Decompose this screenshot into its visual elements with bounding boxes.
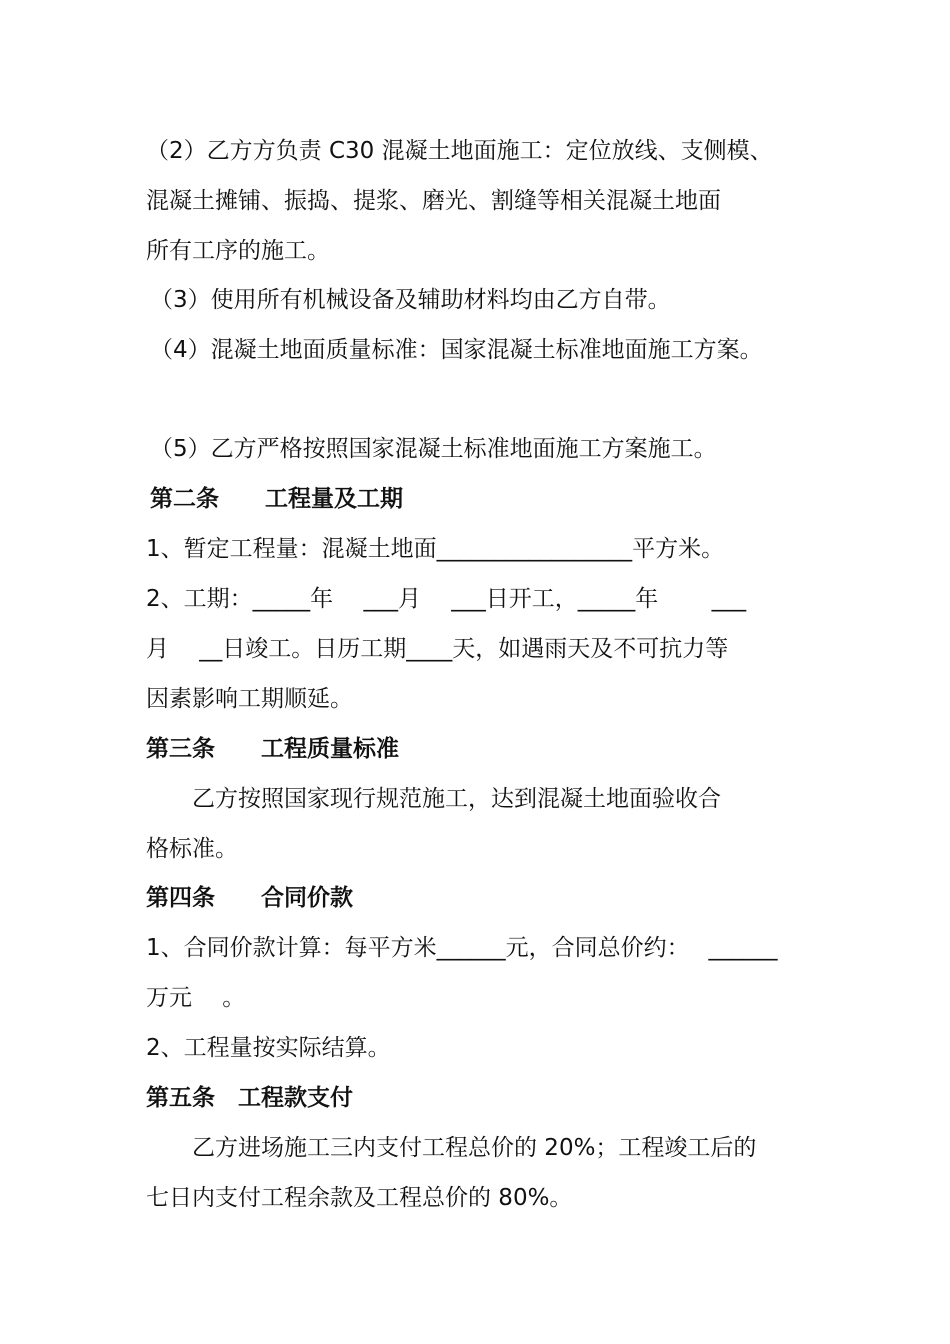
paragraph-line: （2）乙方方负责 C30 混凝土地面施工：定位放线、支侧模、	[146, 138, 773, 164]
paragraph-line: 2、工期：_____年 ___月 ___日开工，_____年 ___	[146, 586, 747, 612]
paragraph-line: 乙方进场施工三内支付工程总价的 20%；工程竣工后的	[146, 1135, 757, 1161]
paragraph-line: （4）混凝土地面质量标准：国家混凝土标准地面施工方案。	[150, 337, 763, 363]
paragraph-line: 混凝土摊铺、振捣、提浆、磨光、割缝等相关混凝土地面	[146, 188, 721, 214]
section-heading-4: 第四条 合同价款	[146, 885, 353, 911]
section-heading-3: 第三条 工程质量标准	[146, 736, 399, 762]
paragraph-line: 格标准。	[146, 836, 238, 862]
paragraph-line: 乙方按照国家现行规范施工，达到混凝土地面验收合	[146, 786, 721, 812]
paragraph-line: 七日内支付工程余款及工程总价的 80%。	[146, 1185, 573, 1211]
paragraph-line: （3）使用所有机械设备及辅助材料均由乙方自带。	[150, 287, 671, 313]
section-heading-5: 第五条 工程款支付	[146, 1085, 353, 1111]
paragraph-line: 月 __日竣工。日历工期____天，如遇雨天及不可抗力等	[146, 636, 729, 662]
paragraph-line: 1、合同价款计算：每平方米______元，合同总价约： ______	[146, 935, 778, 961]
paragraph-line: 所有工序的施工。	[146, 238, 330, 264]
paragraph-line: 1、暂定工程量：混凝土地面_________________平方米。	[146, 536, 725, 562]
section-heading-2: 第二条 工程量及工期	[150, 486, 403, 512]
paragraph-line: 因素影响工期顺延。	[146, 686, 353, 712]
paragraph-line: 2、工程量按实际结算。	[146, 1035, 391, 1061]
paragraph-line: （5）乙方严格按照国家混凝土标准地面施工方案施工。	[150, 436, 717, 462]
paragraph-line: 万元 。	[146, 985, 246, 1011]
